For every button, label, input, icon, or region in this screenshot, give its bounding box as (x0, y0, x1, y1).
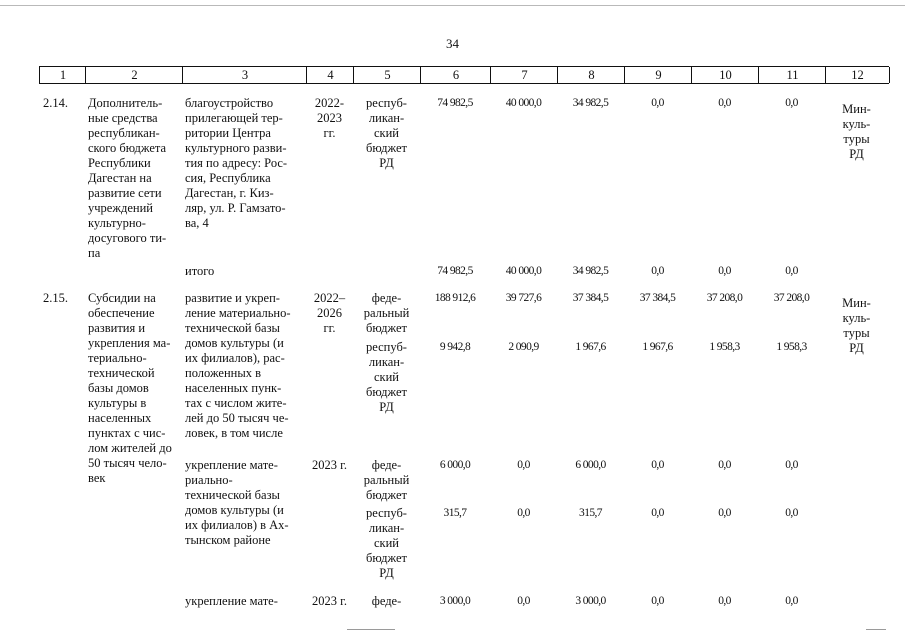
header-col-9: 9 (624, 67, 692, 83)
event-text: укрепление мате- (185, 594, 278, 608)
value-cell: 0,0 (785, 97, 798, 109)
executor-text: Мин- куль- туры РД (842, 296, 871, 355)
total-value-cell: 74 982,5 (437, 265, 473, 277)
row-number: 2.15. (43, 291, 68, 305)
bottom-mark (347, 629, 395, 630)
header-col-12: 12 (825, 67, 890, 83)
period-text: 2023 г. (312, 458, 347, 472)
value-cell: 188 912,6 (434, 292, 476, 304)
row-number: 2.14. (43, 96, 68, 110)
event-text: благоустройство прилегающей тер- ритории Центра культурного разви- тия по адресу: Рос- сия, Республика Дагестан, г. Киз- ляр, ул. Р. Гамзато- ва, 4 (185, 96, 288, 230)
value-cell: 40 000,0 (505, 97, 542, 109)
value-cell: 34 982,5 (572, 97, 609, 109)
header-col-7: 7 (490, 67, 558, 83)
value-cell: 0,0 (718, 97, 731, 109)
value-cell: 74 982,5 (437, 97, 473, 109)
executor-text: Мин- куль- туры РД (842, 102, 871, 161)
value-cell: 37 208,0 (706, 292, 743, 304)
bottom-mark (866, 629, 886, 630)
top-rule (0, 5, 905, 6)
period-text: 2022- 2023 гг. (314, 96, 345, 140)
value-cell: 2 090,9 (508, 341, 539, 353)
value-cell: 6 000,0 (575, 459, 606, 471)
value-cell: 1 958,3 (709, 341, 740, 353)
header-col-3: 3 (182, 67, 307, 83)
value-cell: 0,0 (785, 595, 798, 607)
value-cell: 0,0 (718, 507, 731, 519)
value-cell: 0,0 (651, 595, 664, 607)
value-cell: 3 000,0 (439, 595, 471, 607)
measure-name: Дополнитель- ные средства республикан- ского бюджета Республики Дагестан на развитие сети учреждений культурно- досугового ти- па (88, 96, 167, 260)
value-cell: 37 208,0 (773, 292, 810, 304)
value-cell: 0,0 (517, 507, 530, 519)
header-col-10: 10 (691, 67, 759, 83)
value-cell: 315,7 (443, 507, 467, 519)
period-text: 2023 г. (312, 594, 347, 608)
value-cell: 0,0 (651, 97, 664, 109)
value-cell: 37 384,5 (572, 292, 609, 304)
funding-source: феде- (371, 594, 402, 608)
value-cell: 9 942,8 (439, 341, 471, 353)
total-value-cell: 34 982,5 (572, 265, 609, 277)
value-cell: 315,7 (579, 507, 602, 519)
page-number: 34 (446, 36, 459, 51)
value-cell: 0,0 (718, 595, 731, 607)
value-cell: 0,0 (718, 459, 731, 471)
budget-table (39, 66, 889, 644)
header-col-1: 1 (39, 67, 86, 83)
value-cell: 1 967,6 (642, 341, 673, 353)
funding-source: феде- ральный бюджет (363, 291, 410, 335)
header-col-6: 6 (420, 67, 491, 83)
value-cell: 37 384,5 (639, 292, 676, 304)
value-cell: 1 967,6 (575, 341, 606, 353)
funding-source: респуб- ликан- ский бюджет РД (366, 506, 407, 580)
header-col-5: 5 (353, 67, 421, 83)
value-cell: 0,0 (651, 459, 664, 471)
header-col-4: 4 (306, 67, 354, 83)
total-value-cell: 0,0 (718, 265, 731, 277)
event-text: укрепление мате- риально- технической базы домов культуры (и их филиалов) в Ах- тынском районе (185, 458, 289, 547)
total-value-cell: 40 000,0 (505, 265, 542, 277)
event-text: развитие и укреп- ление материально- технической базы домов культуры (и их филиалов), рас- положенных в населенных пунк- тах с числом жите- лей до 50 тысяч че- ловек, в том числе (185, 291, 291, 440)
value-cell: 3 000,0 (575, 595, 606, 607)
funding-source: респуб- ликан- ский бюджет РД (366, 96, 407, 170)
header-col-2: 2 (85, 67, 183, 83)
value-cell: 0,0 (517, 595, 530, 607)
funding-source: респуб- ликан- ский бюджет РД (366, 340, 407, 414)
header-col-8: 8 (557, 67, 625, 83)
value-cell: 0,0 (517, 459, 530, 471)
value-cell: 39 727,6 (505, 292, 542, 304)
funding-source: феде- ральный бюджет (363, 458, 410, 502)
table-header (39, 66, 889, 84)
value-cell: 0,0 (785, 459, 798, 471)
value-cell: 6 000,0 (439, 459, 471, 471)
total-value-cell: 0,0 (651, 265, 664, 277)
value-cell: 0,0 (785, 507, 798, 519)
total-label: итого (185, 264, 215, 278)
measure-name: Субсидии на обеспечение развития и укрепления ма- териально- технической базы домов культуры в населенных пунктах с чис- лом жителей до 50 тысяч чело- век (88, 291, 172, 485)
value-cell: 1 958,3 (776, 341, 807, 353)
total-value-cell: 0,0 (785, 265, 798, 277)
period-text: 2022– 2026 гг. (313, 291, 346, 335)
value-cell: 0,0 (651, 507, 664, 519)
table-body (39, 84, 889, 644)
header-col-11: 11 (758, 67, 826, 83)
